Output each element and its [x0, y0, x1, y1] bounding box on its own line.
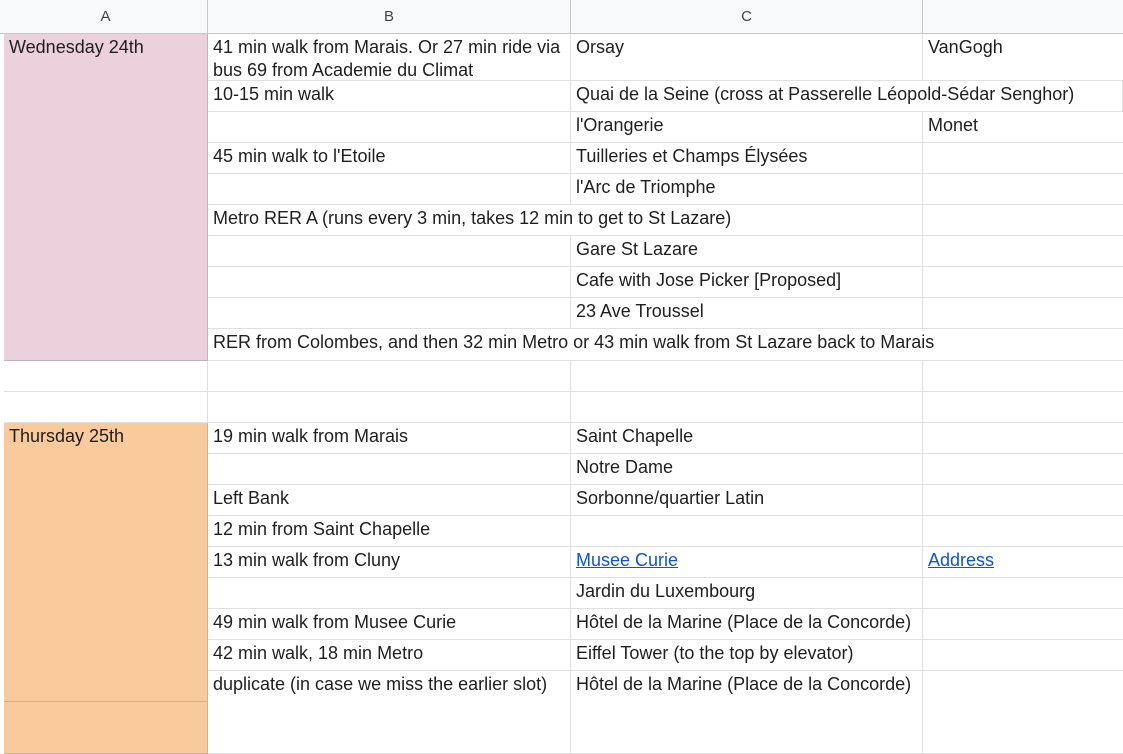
cell-b[interactable]: 13 min walk from Cluny [208, 547, 571, 578]
cell-c[interactable]: Cafe with Jose Picker [Proposed] [571, 267, 923, 298]
column-header-b[interactable]: B [208, 0, 571, 34]
cell-d[interactable] [923, 516, 1123, 547]
cell-d[interactable]: VanGogh [923, 34, 1123, 81]
cell-c[interactable]: Hôtel de la Marine (Place de la Concorde) [571, 609, 923, 640]
empty-cell[interactable] [4, 392, 208, 423]
cell-d[interactable] [923, 423, 1123, 454]
cell-b[interactable] [208, 267, 571, 298]
cell-b[interactable]: 12 min from Saint Chapelle [208, 516, 571, 547]
cell-d[interactable] [923, 578, 1123, 609]
address-link[interactable] [923, 547, 1123, 578]
empty-cell[interactable] [571, 392, 923, 423]
cell-b[interactable]: Metro RER A (runs every 3 min, takes 12 min to get to St Lazare) [208, 205, 923, 236]
cell-d[interactable] [923, 640, 1123, 671]
address-link-text[interactable]: Address [928, 550, 995, 570]
cell-b[interactable] [208, 454, 571, 485]
day-cell-wednesday[interactable]: Wednesday 24th [4, 34, 208, 361]
cell-d[interactable] [923, 298, 1123, 329]
column-header-a[interactable]: A [4, 0, 208, 34]
cell-b[interactable] [208, 298, 571, 329]
cell-b[interactable] [208, 174, 571, 205]
empty-cell[interactable] [208, 392, 571, 423]
cell-c[interactable]: Sorbonne/quartier Latin [571, 485, 923, 516]
day-cell-thursday[interactable]: Thursday 25th [4, 423, 208, 702]
column-header-d[interactable] [923, 0, 1123, 34]
cell-d[interactable] [923, 143, 1123, 174]
cell-c[interactable]: Orsay [571, 34, 923, 81]
empty-cell[interactable] [4, 361, 208, 392]
cell-d[interactable] [923, 267, 1123, 298]
cell-b[interactable]: 41 min walk from Marais. Or 27 min ride via bus 69 from Academie du Climat [208, 34, 571, 81]
cell-d[interactable] [923, 485, 1123, 516]
cell-c[interactable]: l'Arc de Triomphe [571, 174, 923, 205]
cell-b[interactable]: 45 min walk to l'Etoile [208, 143, 571, 174]
cell-c[interactable]: l'Orangerie [571, 112, 923, 143]
day-cell-thursday-continued[interactable] [4, 702, 208, 754]
cell-d[interactable] [923, 609, 1123, 640]
cell-c[interactable] [571, 516, 923, 547]
cell-c[interactable]: Eiffel Tower (to the top by elevator) [571, 640, 923, 671]
cell-b[interactable]: 10-15 min walk [208, 81, 571, 112]
empty-cell[interactable] [571, 361, 923, 392]
empty-cell[interactable] [208, 361, 571, 392]
cell-d[interactable] [923, 205, 1123, 236]
cell-d[interactable] [923, 454, 1123, 485]
cell-c[interactable]: 23 Ave Troussel [571, 298, 923, 329]
musee-curie-link-text[interactable]: Musee Curie [576, 550, 679, 570]
cell-b[interactable]: 49 min walk from Musee Curie [208, 609, 571, 640]
cell-c[interactable]: Gare St Lazare [571, 236, 923, 267]
cell-c[interactable]: Quai de la Seine (cross at Passerelle Léopold-Sédar Senghor) [571, 81, 1123, 112]
column-header-c[interactable]: C [571, 0, 923, 34]
cell-b[interactable]: Left Bank [208, 485, 571, 516]
musee-curie-link[interactable] [571, 547, 923, 578]
cell-d[interactable]: Monet [923, 112, 1123, 143]
cell-b[interactable] [208, 578, 571, 609]
cell-c[interactable]: Notre Dame [571, 454, 923, 485]
cell-c[interactable]: Saint Chapelle [571, 423, 923, 454]
cell-b[interactable]: 42 min walk, 18 min Metro [208, 640, 571, 671]
cell-b[interactable]: 19 min walk from Marais [208, 423, 571, 454]
cell-b[interactable] [208, 112, 571, 143]
cell-b[interactable]: RER from Colombes, and then 32 min Metro or 43 min walk from St Lazare back to Marais [208, 329, 1123, 361]
cell-c[interactable]: Jardin du Luxembourg [571, 578, 923, 609]
empty-cell[interactable] [923, 392, 1123, 423]
empty-cell[interactable] [923, 361, 1123, 392]
cell-c[interactable]: Tuilleries et Champs Élysées [571, 143, 923, 174]
cell-b[interactable] [208, 236, 571, 267]
cell-b[interactable]: duplicate (in case we miss the earlier slot) [208, 671, 571, 754]
cell-d[interactable] [923, 671, 1123, 754]
cell-d[interactable] [923, 174, 1123, 205]
cell-d[interactable] [923, 236, 1123, 267]
cell-c[interactable]: Hôtel de la Marine (Place de la Concorde) [571, 671, 923, 754]
